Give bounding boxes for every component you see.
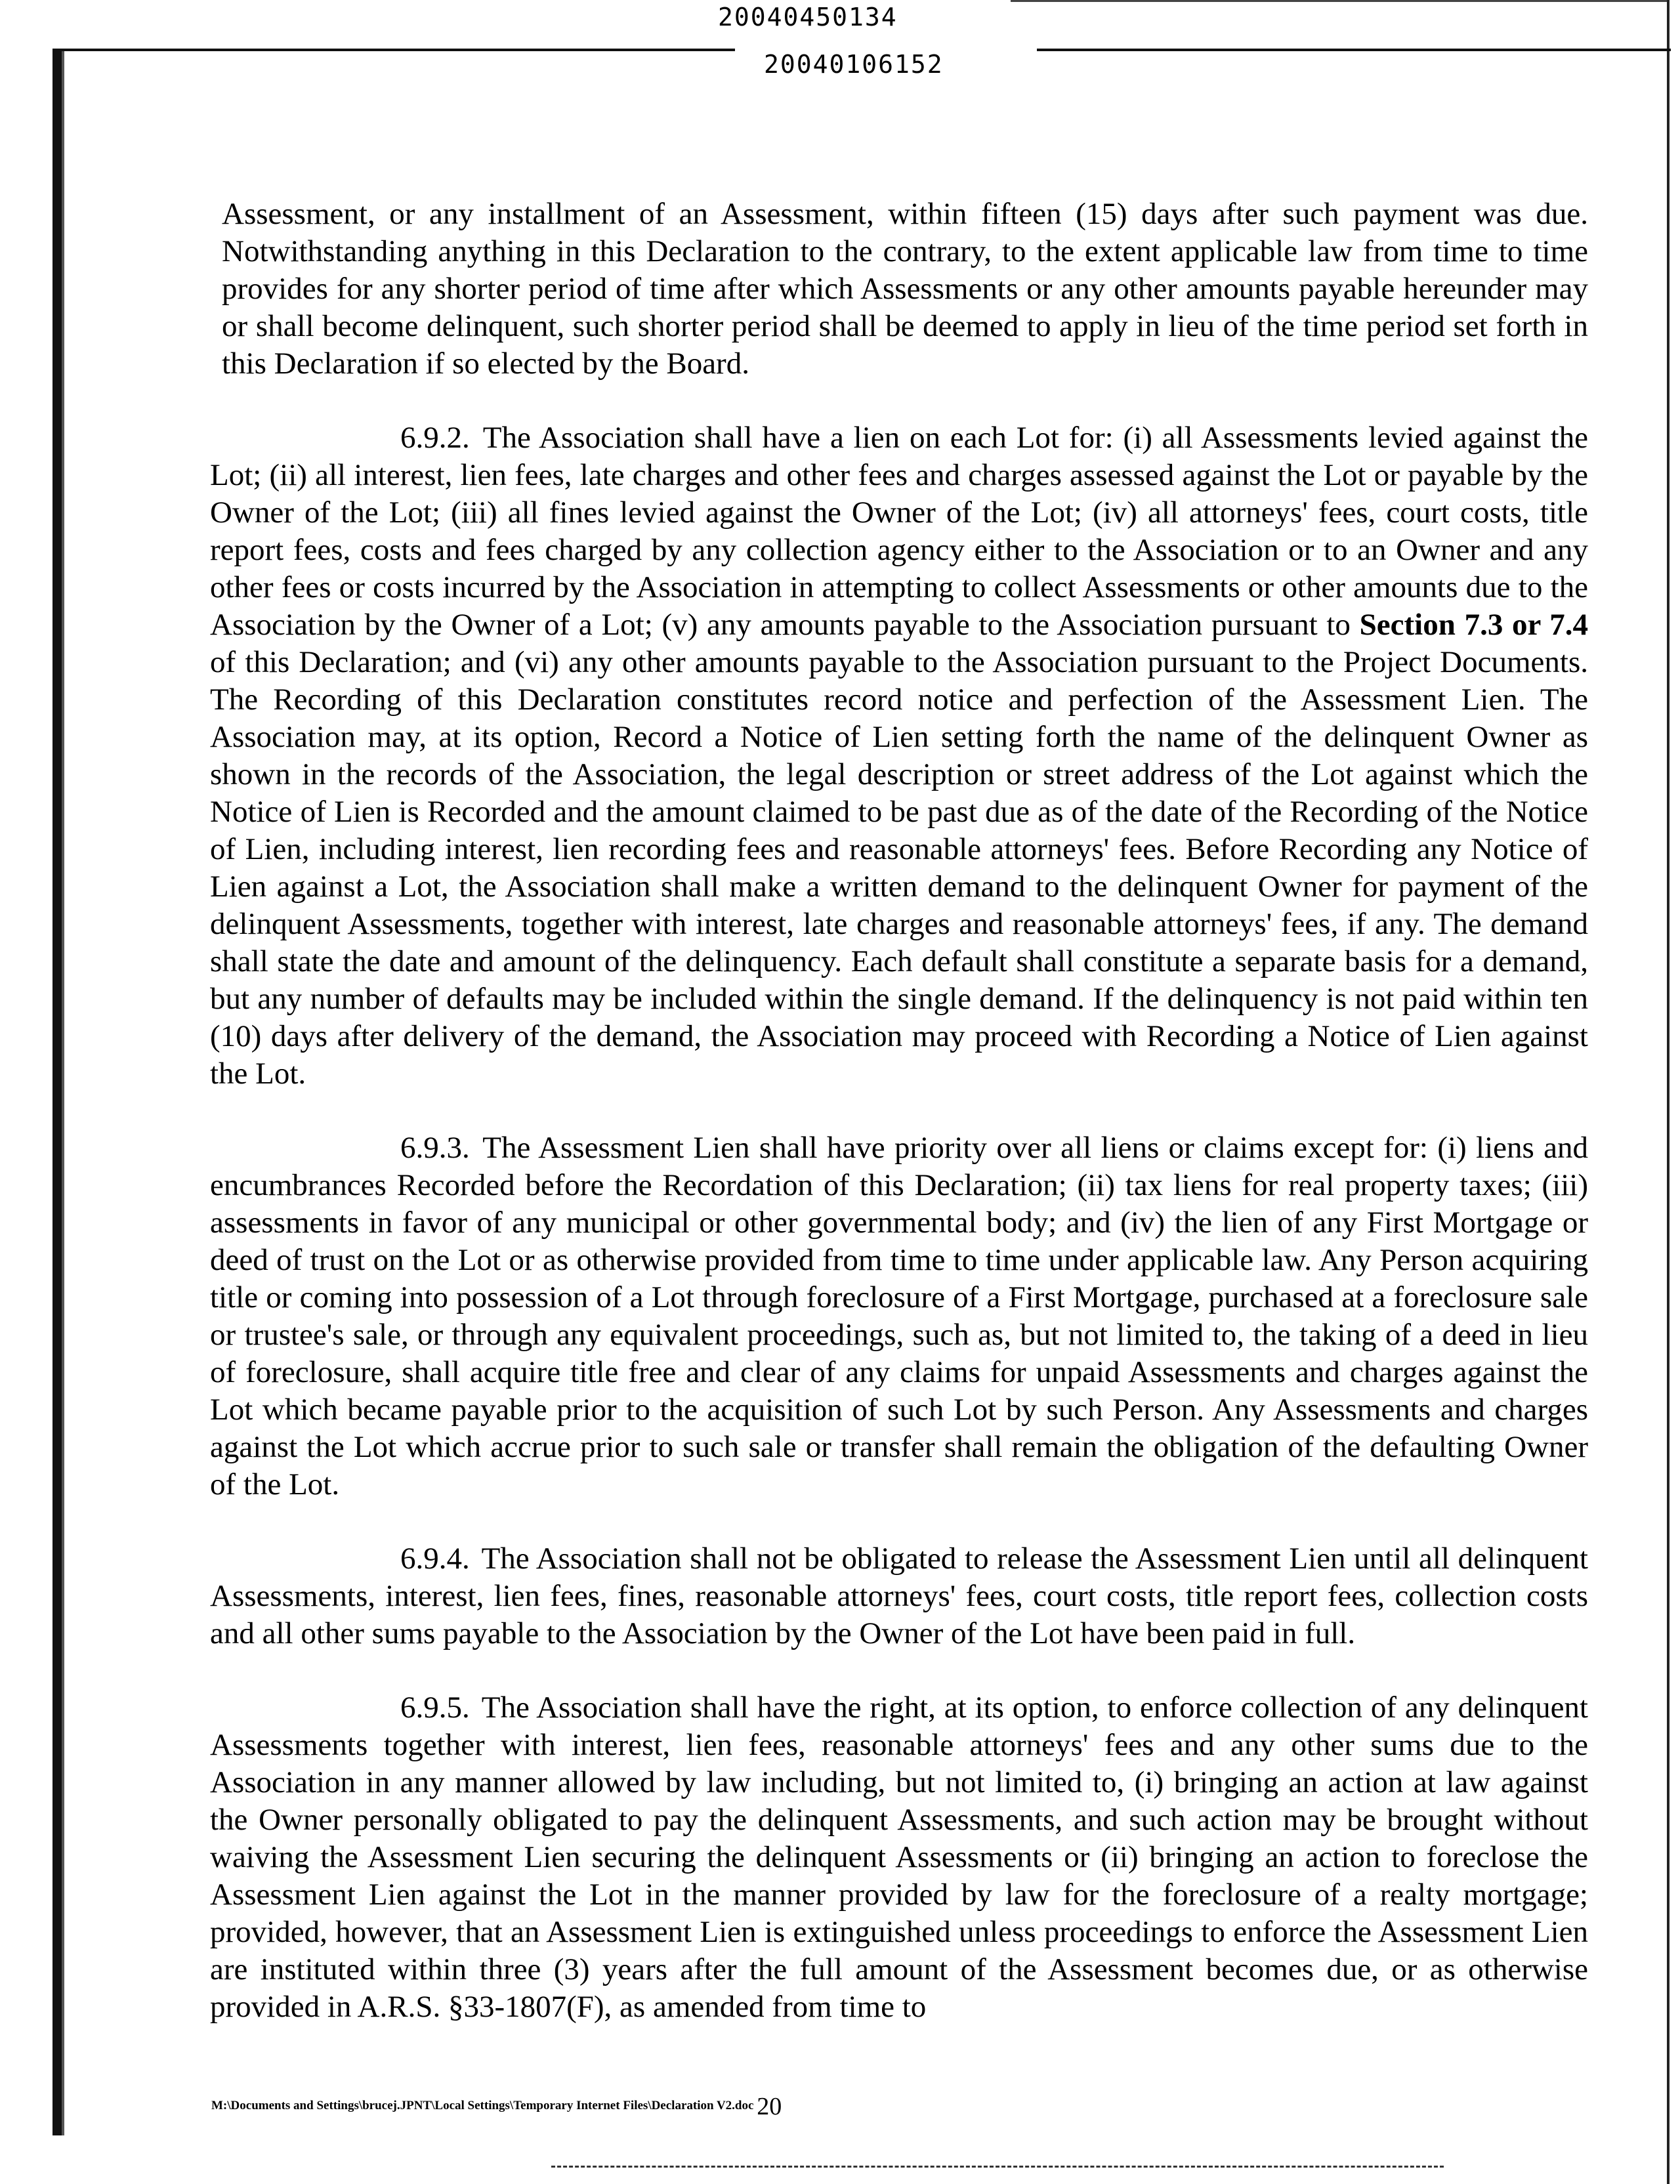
- paragraph-text-continued: of this Declaration; and (vi) any other amounts payable to the Association pursuant to the Project Documents. The Recording of this Declaration constitutes record notice and perfection of the Assessment Lien. The Association may, at its option, Record a Notice of Lien setting forth the name of the delinquent Owner as shown in the records of the Association, the legal description or street address of the Lot against which the Notice of Lien is Recorded and the amount claimed to be past due as of the date of the Recording of the Notice of Lien, including interest, lien recording fees and reasonable attorneys' fees. Before Recording any Notice of Lien against a Lot, the Association shall make a written demand to the delinquent Owner for payment of the delinquent Assessments, together with interest, late charges and reasonable attorneys' fees, if any. The demand shall state the date and amount of the delinquency. Each default shall constitute a separate basis for a demand, but any number of defaults may be included within the single demand. If the delinquency is not paid within ten (10) days after delivery of the demand, the Association may proceed with Recording a Notice of Lien against the Lot.: [210, 645, 1588, 1091]
- footer-file-path: M:\Documents and Settings\brucej.JPNT\Local Settings\Temporary Internet Files\Declaration V2.doc: [211, 2099, 754, 2112]
- recording-number-secondary: 20040106152: [755, 50, 953, 79]
- scan-border-top-right: [1037, 49, 1671, 51]
- scan-border-right: [1667, 0, 1670, 2184]
- paragraph-text: The Association shall have a lien on each Lot for: (i) all Assessments levied against the Lot; (ii) all interest, lien fees, late charges and other fees and charges assessed against the Lot or payable by the Owner of the Lot; (iii) all fines levied against the Owner of the Lot; (iv) all attorneys' fees, court costs, title report fees, costs and fees charged by any collection agency either to the Association or to an Owner and any other fees or costs incurred by the Association in attempting to collect Assessments or other amounts due to the Association by the Owner of a Lot; (v) any amounts payable to the Association pursuant to: [210, 421, 1588, 642]
- paragraph-6-9-5: [210, 1689, 1588, 2026]
- page-footer: [211, 2087, 782, 2120]
- section-reference: Section 7.3 or 7.4: [1359, 608, 1588, 642]
- recording-number-primary: 20040450134: [709, 3, 907, 32]
- paragraph-text: The Association shall not be obligated to release the Assessment Lien until all delinquent Assessments, interest, lien fees, fines, reasonable attorneys' fees, court costs, title report fees, collection costs and all other sums payable to the Association by the Owner of the Lot have been paid in full.: [210, 1542, 1588, 1650]
- scan-border-bottom: [551, 2166, 1444, 2170]
- section-number: 6.9.5.: [400, 1690, 470, 1725]
- page-number: 20: [757, 2093, 782, 2120]
- paragraph-6-9-4: [210, 1540, 1588, 1652]
- document-body: [210, 196, 1588, 2063]
- scan-border-top-left: [52, 49, 735, 51]
- scan-border-top-edge: [1011, 0, 1667, 2]
- scan-border-left-inner: [62, 49, 64, 2135]
- scan-border-left: [52, 49, 62, 2135]
- section-number: 6.9.2.: [400, 421, 470, 455]
- section-number: 6.9.3.: [400, 1131, 470, 1165]
- paragraph-6-9-2: [210, 419, 1588, 1093]
- paragraph-text: The Association shall have the right, at its option, to enforce collection of any delinquent Assessments together with interest, lien fees, reasonable attorneys' fees and any other sums due to the Association in any manner allowed by law including, but not limited to, (i) bringing an action at law against the Owner personally obligated to pay the delinquent Assessments, and such action may be brought without waiving the Assessment Lien securing the delinquent Assessments or (ii) bringing an action to foreclose the Assessment Lien against the Lot in the manner provided by law for the foreclosure of a realty mortgage; provided, however, that an Assessment Lien is extinguished unless proceedings to enforce the Assessment Lien are instituted within three (3) years after the full amount of the Assessment becomes due, or as otherwise provided in A.R.S. §33-1807(F), as amended from time to: [210, 1690, 1588, 2024]
- paragraph-text: The Assessment Lien shall have priority over all liens or claims except for: (i) liens and encumbrances Recorded before the Recordation of this Declaration; (ii) tax liens for real property taxes; (iii) assessments in favor of any municipal or other governmental body; and (iv) the lien of any First Mortgage or deed of trust on the Lot or as otherwise provided from time to time under applicable law. Any Person acquiring title or coming into possession of a Lot through foreclosure of a First Mortgage, purchased at a foreclosure sale or trustee's sale, or through any equivalent proceedings, such as, but not limited to, the taking of a deed in lieu of foreclosure, shall acquire title free and clear of any claims for unpaid Assessments and charges against the Lot which became payable prior to the acquisition of such Lot by such Person. Any Assessments and charges against the Lot which accrue prior to such sale or transfer shall remain the obligation of the defaulting Owner of the Lot.: [210, 1131, 1588, 1502]
- paragraph-6-9-3: [210, 1129, 1588, 1503]
- paragraph-text: Assessment, or any installment of an Assessment, within fifteen (15) days after such payment was due. Notwithstanding anything in this Declaration to the contrary, to the extent applicable law from time to time provides for any shorter period of time after which Assessments or any other amounts payable hereunder may or shall become delinquent, such shorter period shall be deemed to apply in lieu of the time period set forth in this Declaration if so elected by the Board.: [222, 197, 1588, 381]
- section-number: 6.9.4.: [400, 1542, 470, 1576]
- paragraph-continuation: [222, 196, 1588, 383]
